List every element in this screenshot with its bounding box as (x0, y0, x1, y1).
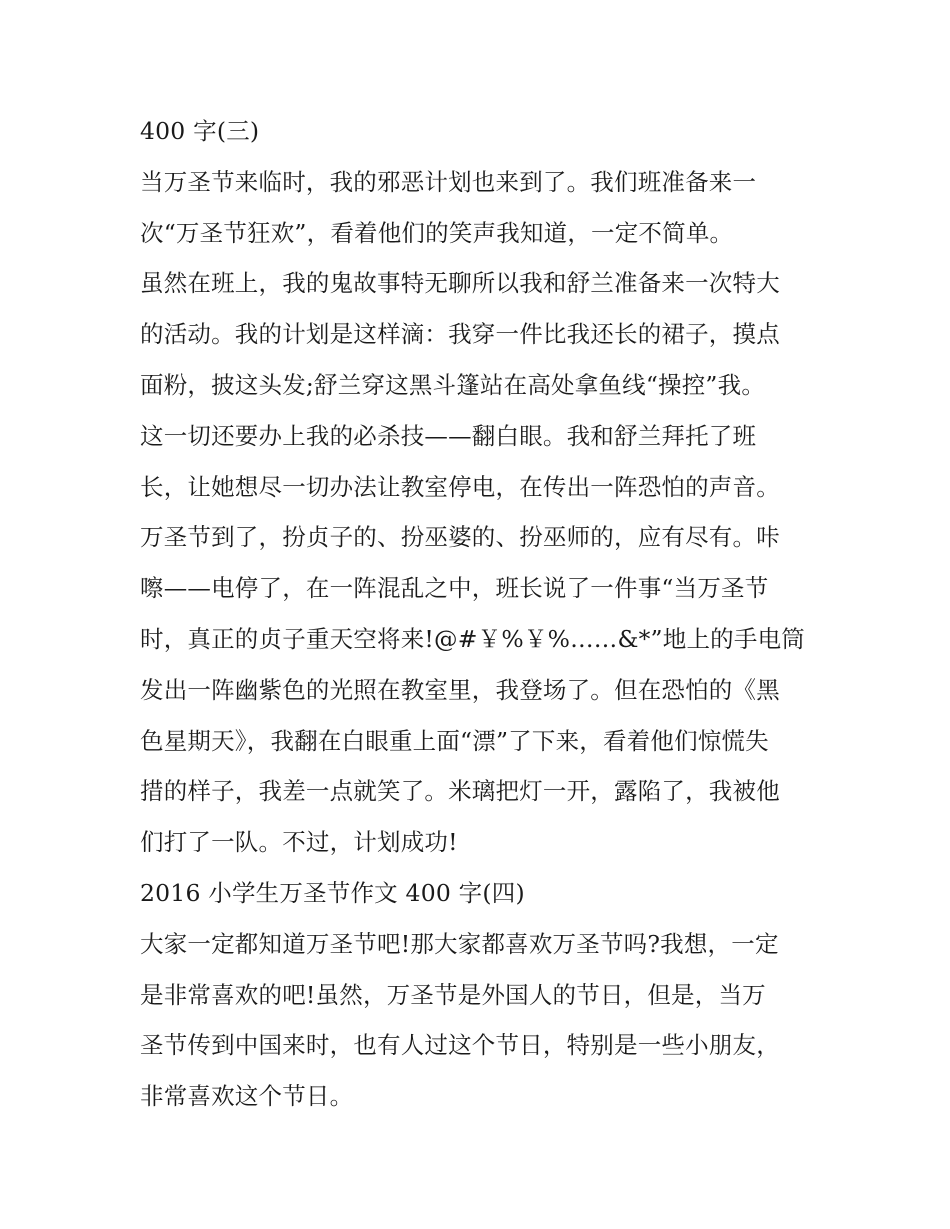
paragraph-line: 措的样子，我差一点就笑了。米璃把灯一开，露陷了，我被他 (140, 777, 780, 806)
paragraph-line: 发出一阵幽紫色的光照在教室里，我登场了。但在恐怕的《黑 (140, 675, 780, 704)
section-heading: 400 字(三) (140, 117, 260, 145)
paragraph-line: 们打了一队。不过，计划成功! (140, 828, 458, 857)
paragraph-line: 的活动。我的计划是这样滴：我穿一件比我还长的裙子，摸点 (140, 320, 780, 349)
paragraph-line: 长，让她想尽一切办法让教室停电，在传出一阵恐怕的声音。 (140, 472, 780, 501)
paragraph-line: 时，真正的贞子重天空将来!@#￥%￥%……&*”地上的手电筒 (140, 624, 805, 653)
paragraph-line: 大家一定都知道万圣节吧!那大家都喜欢万圣节吗?我想，一定 (140, 929, 779, 958)
paragraph-line: 当万圣节来临时，我的邪恶计划也来到了。我们班准备来一 (140, 167, 757, 196)
section-heading: 2016 小学生万圣节作文 400 字(四) (140, 878, 525, 907)
paragraph-line: 色星期天》，我翻在白眼重上面“漂”了下来，看着他们惊慌失 (140, 726, 769, 755)
paragraph-line: 圣节传到中国来时，也有人过这个节日，特别是一些小朋友， (140, 1031, 780, 1060)
paragraph-line: 面粉，披这头发;舒兰穿这黑斗篷站在高处拿鱼线“操控”我。 (140, 370, 766, 399)
paragraph-line: 这一切还要办上我的必杀技——翻白眼。我和舒兰拜托了班 (140, 421, 757, 450)
paragraph-line: 嚓——电停了，在一阵混乱之中，班长说了一件事“当万圣节 (140, 574, 769, 603)
paragraph-line: 是非常喜欢的吧!虽然，万圣节是外国人的节日，但是，当万 (140, 980, 766, 1009)
document-body (140, 106, 816, 1122)
paragraph-line: 次“万圣节狂欢”，看着他们的笑声我知道，一定不简单。 (140, 218, 734, 247)
paragraph-line: 虽然在班上，我的鬼故事特无聊所以我和舒兰准备来一次特大 (140, 269, 780, 298)
paragraph-line: 非常喜欢这个节日。 (140, 1082, 354, 1111)
paragraph-line: 万圣节到了，扮贞子的、扮巫婆的、扮巫师的，应有尽有。咔 (140, 523, 780, 552)
